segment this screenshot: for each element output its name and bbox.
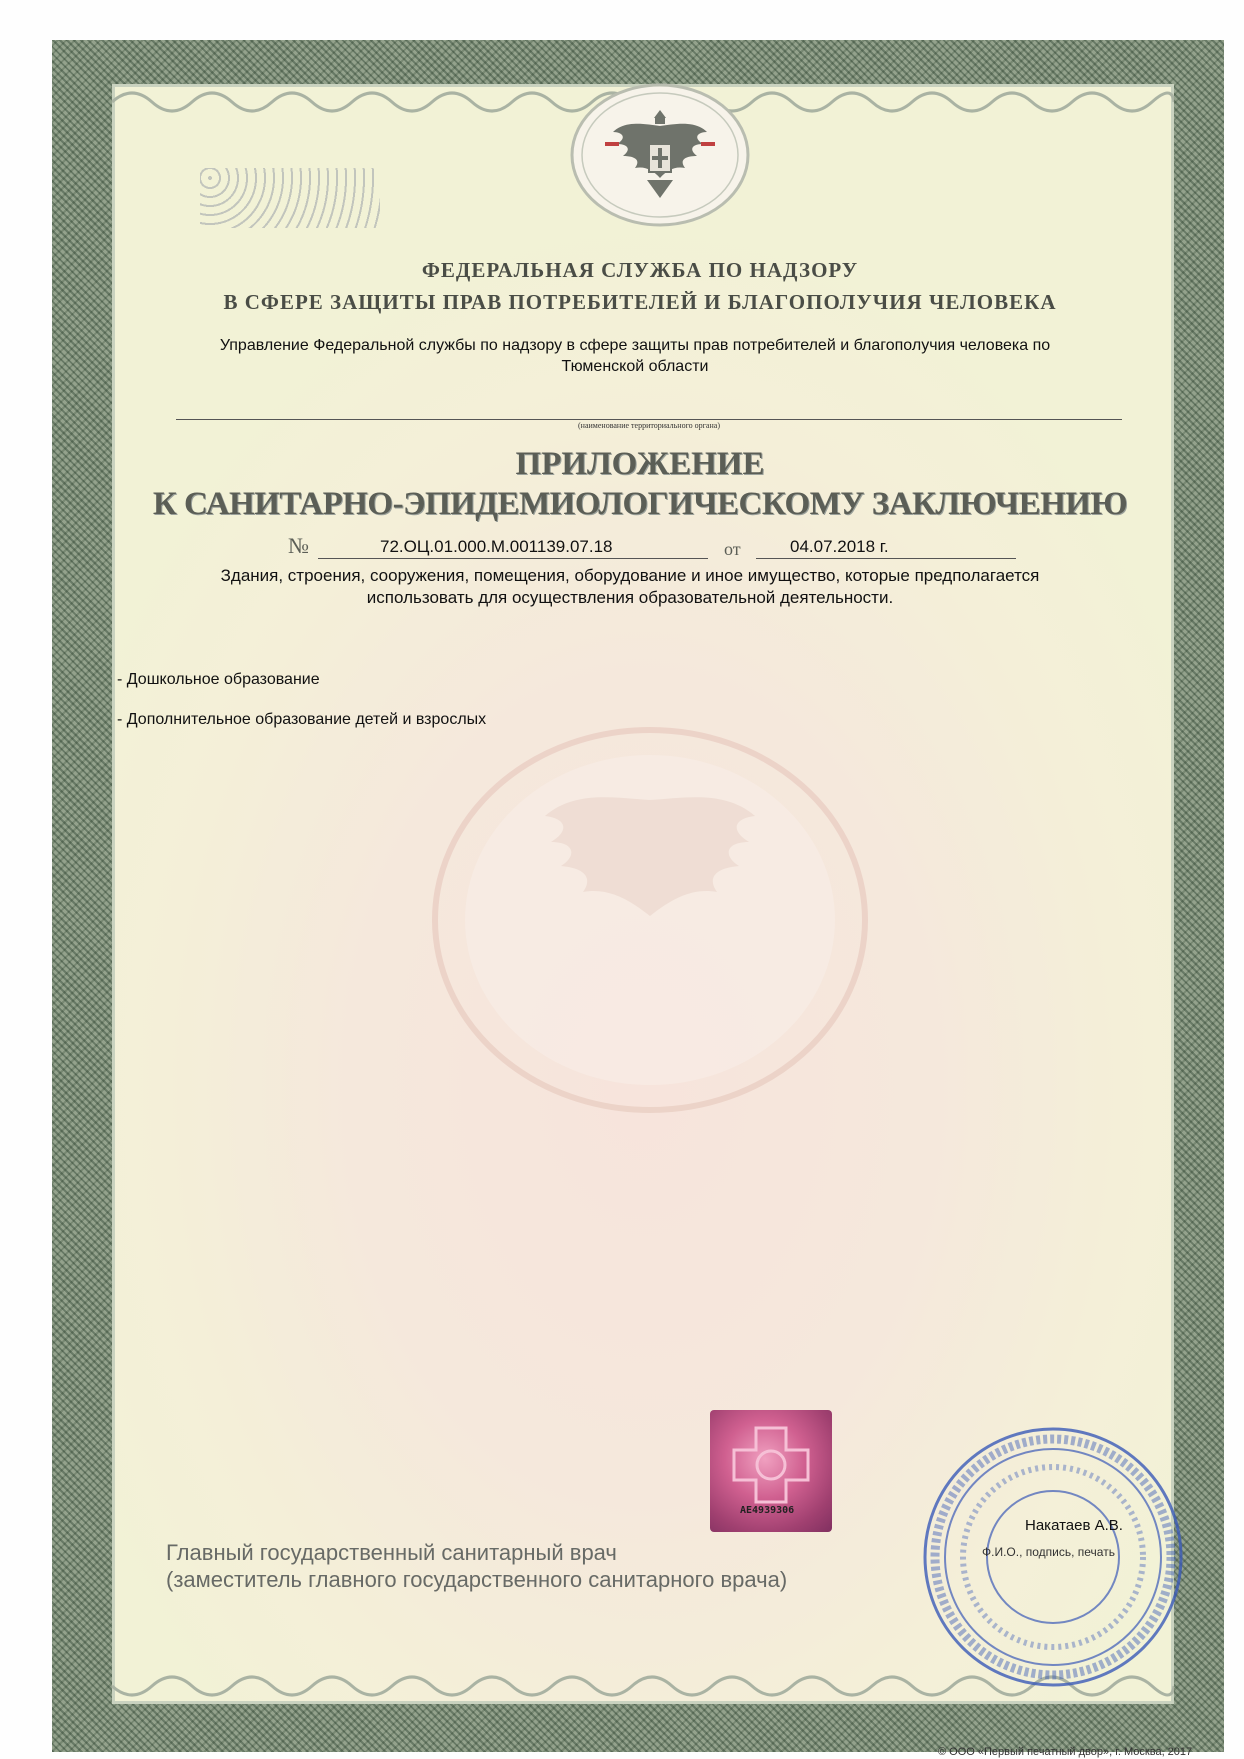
signature-caption: Ф.И.О., подпись, печать — [982, 1545, 1115, 1559]
signatory-title: Главный государственный санитарный врач — [166, 1540, 617, 1565]
description-line1: Здания, строения, сооружения, помещения, оборудование и иное имущество, которые предполагается — [220, 566, 1040, 585]
date-label: от — [724, 539, 741, 559]
date-underline — [756, 558, 1016, 559]
document-title-line2: К САНИТАРНО-ЭПИДЕМИОЛОГИЧЕСКОМУ ЗАКЛЮЧЕНИЮ — [152, 486, 1128, 522]
hologram-cross-icon — [710, 1410, 832, 1510]
department-underline — [176, 419, 1122, 420]
description — [120, 565, 1140, 609]
signatory-title-deputy: (заместитель главного государственного санитарного врача) — [166, 1567, 788, 1592]
document-number: 72.ОЦ.01.000.М.001139.07.18 — [380, 537, 613, 556]
signatory-name: Накатаев А.В. — [1025, 1517, 1123, 1534]
number-line — [0, 533, 1244, 563]
document-title-line1: ПРИЛОЖЕНИЕ — [515, 446, 765, 482]
department-caption: (наименование территориального органа) — [578, 421, 720, 430]
list-item: - Дошкольное образование — [117, 671, 320, 688]
territorial-department — [140, 335, 1130, 377]
watermark-emblem-icon — [425, 720, 875, 1120]
security-pattern — [200, 168, 380, 228]
document-date: 04.07.2018 г. — [790, 537, 889, 556]
printer-footer: © ООО «Первый печатный двор», г. Москва, 2017 — [938, 1746, 1193, 1758]
list-item: - Дополнительное образование детей и взрослых — [117, 711, 487, 728]
double-headed-eagle-emblem-icon — [565, 80, 755, 230]
department-line1: Управление Федеральной службы по надзору в сфере защиты прав потребителей и благополучия человека по — [219, 337, 1051, 354]
hologram-code: АЕ4939306 — [740, 1505, 795, 1516]
number-underline — [318, 558, 708, 559]
agency-header-line1: ФЕДЕРАЛЬНАЯ СЛУЖБА ПО НАДЗОРУ — [421, 258, 859, 282]
department-line2: Тюменской области — [561, 358, 709, 375]
agency-header-line2: В СФЕРЕ ЗАЩИТЫ ПРАВ ПОТРЕБИТЕЛЕЙ И БЛАГОПОЛУЧИЯ ЧЕЛОВЕКА — [223, 290, 1057, 314]
description-line2: использовать для осуществления образовательной деятельности. — [366, 588, 894, 607]
number-label: № — [288, 533, 309, 558]
